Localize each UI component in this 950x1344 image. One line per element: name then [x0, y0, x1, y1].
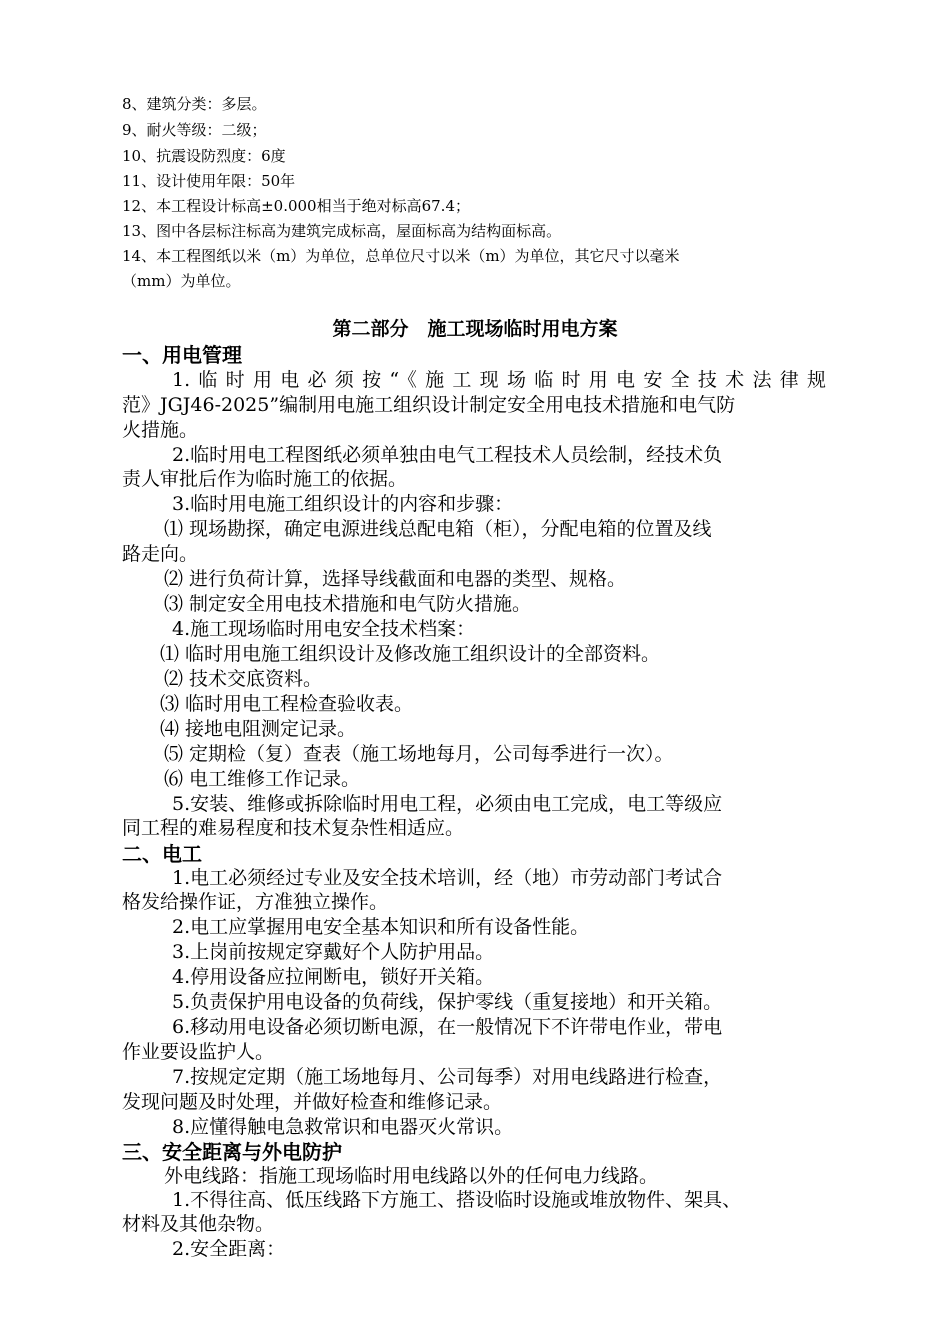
paragraph-line: 作业要设监护人。 [122, 1041, 275, 1063]
paragraph-line: 材料及其他杂物。 [122, 1213, 275, 1235]
paragraph-line: 5.负责保护用电设备的负荷线，保护零线（重复接地）和开关箱。 [172, 991, 723, 1013]
list-item: （mm）为单位。 [122, 272, 241, 290]
paragraph-line: 1.电工必须经过专业及安全技术培训，经（地）市劳动部门考试合 [172, 867, 723, 889]
paragraph-line: 4.停用设备应拉闸断电，锁好开关箱。 [172, 966, 495, 988]
list-item: 14、本工程图纸以米（m）为单位，总单位尺寸以米（m）为单位，其它尺寸以毫米 [122, 247, 680, 265]
paragraph-line: 火措施。 [122, 419, 199, 441]
paragraph-line: 5.安装、维修或拆除临时用电工程，必须由电工完成，电工等级应 [172, 793, 723, 815]
paragraph-line: 6.移动用电设备必须切断电源，在一般情况下不许带电作业，带电 [172, 1016, 723, 1038]
paragraph-line: 7.按规定定期（施工场地每月、公司每季）对用电线路进行检查， [172, 1066, 723, 1088]
paragraph-line: ⑵ 进行负荷计算，选择导线截面和电器的类型、规格。 [164, 568, 627, 590]
paragraph-line: 责人审批后作为临时施工的依据。 [122, 468, 408, 490]
list-item: 9、耐火等级：二级； [122, 121, 267, 139]
paragraph-line: 路走向。 [122, 543, 199, 565]
list-item: 8、建筑分类：多层。 [122, 95, 267, 113]
paragraph-line: 3.临时用电施工组织设计的内容和步骤： [172, 493, 514, 515]
paragraph-line: ⑶ 制定安全用电技术措施和电气防火措施。 [164, 593, 532, 615]
section-heading-power-management: 一、用电管理 [122, 343, 242, 367]
paragraph-line: ⑸ 定期检（复）查表（施工场地每月，公司每季进行一次）。 [164, 743, 674, 765]
paragraph-line: 外电线路：指施工现场临时用电线路以外的任何电力线路。 [164, 1165, 659, 1187]
paragraph-line: 2.安全距离： [172, 1238, 286, 1260]
paragraph-line: 8.应懂得触电急救常识和电器灭火常识。 [172, 1116, 514, 1138]
section-heading-safety-distance: 三、安全距离与外电防护 [122, 1140, 342, 1164]
paragraph-line: 范》JGJ46-2025”编制用电施工组织设计制定安全用电技术措施和电气防 [122, 394, 736, 416]
paragraph-line: 1.不得往高、低压线路下方施工、搭设临时设施或堆放物件、架具、 [172, 1189, 742, 1211]
paragraph-line: ⑶ 临时用电工程检查验收表。 [160, 693, 414, 715]
paragraph-line: 3.上岗前按规定穿戴好个人防护用品。 [172, 941, 495, 963]
paragraph-line: 同工程的难易程度和技术复杂性相适应。 [122, 817, 465, 839]
paragraph-line: ⑹ 电工维修工作记录。 [164, 768, 361, 790]
list-item: 13、图中各层标注标高为建筑完成标高，屋面标高为结构面标高。 [122, 222, 562, 240]
paragraph-line: 发现问题及时处理，并做好检查和维修记录。 [122, 1091, 503, 1113]
paragraph-line: 1.临时用电必须按“《施工现场临时用电安全技术法律规 [172, 369, 826, 391]
list-item: 12、本工程设计标高±0.000相当于绝对标高67.4； [122, 197, 470, 215]
paragraph-line: ⑴ 临时用电施工组织设计及修改施工组织设计的全部资料。 [160, 643, 661, 665]
paragraph-line: 4.施工现场临时用电安全技术档案： [172, 618, 476, 640]
list-item: 11、设计使用年限：50年 [122, 172, 296, 190]
paragraph-line: 2.电工应掌握用电安全基本知识和所有设备性能。 [172, 916, 590, 938]
part-title: 第二部分 施工现场临时用电方案 [332, 318, 618, 340]
section-heading-electrician: 二、电工 [122, 842, 202, 866]
paragraph-line: ⑴ 现场勘探，确定电源进线总配电箱（柜），分配电箱的位置及线 [164, 518, 712, 540]
list-item: 10、抗震设防烈度：6度 [122, 147, 286, 165]
paragraph-line: ⑷ 接地电阻测定记录。 [160, 718, 357, 740]
paragraph-line: ⑵ 技术交底资料。 [164, 668, 323, 690]
paragraph-line: 2.临时用电工程图纸必须单独由电气工程技术人员绘制，经技术负 [172, 444, 723, 466]
paragraph-line: 格发给操作证，方准独立操作。 [122, 891, 389, 913]
